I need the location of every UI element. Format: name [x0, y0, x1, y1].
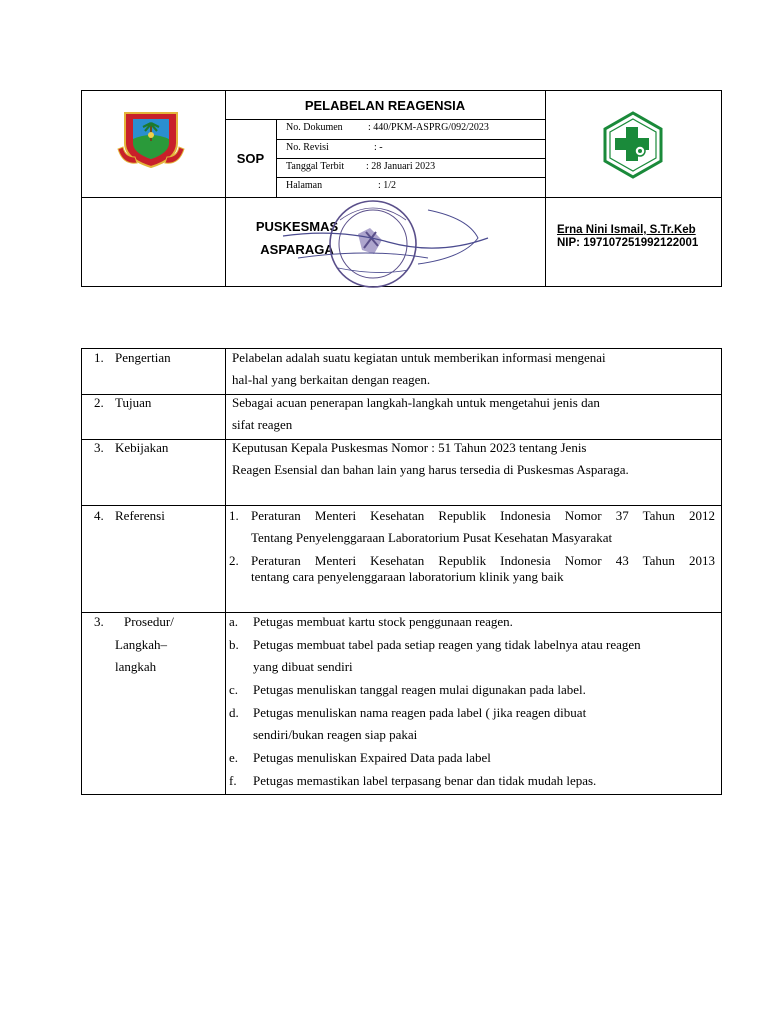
- step-text-line: Petugas membuat kartu stock penggunaan reagen.: [253, 614, 513, 629]
- referensi-marker: 2.: [229, 553, 239, 568]
- meta-value: : 1/2: [378, 180, 397, 191]
- step-marker: d.: [229, 705, 239, 720]
- step-text-line: Petugas menuliskan tanggal reagen mulai digunakan pada label.: [253, 682, 586, 697]
- meta-label: Tanggal Terbit: [286, 161, 345, 172]
- kebijakan-text-line: Keputusan Kepala Puskesmas Nomor : 51 Tahun 2023 tentang Jenis: [232, 440, 587, 455]
- step-text-line: Petugas membuat tabel pada setiap reagen yang tidak labelnya atau reagen: [253, 637, 641, 652]
- step-text-line: Petugas memastikan label terpasang benar dan tidak mudah lepas.: [253, 773, 597, 788]
- row-label-referensi: Referensi: [115, 508, 165, 523]
- meta-value: : -: [374, 142, 383, 153]
- sop-header-table: [81, 90, 722, 287]
- meta-label: No. Revisi: [286, 142, 329, 153]
- meta-row-page: [286, 181, 396, 191]
- sop-label: SOP: [236, 150, 265, 166]
- row-label-pengertian: Pengertian: [115, 350, 171, 365]
- row-number: 1.: [94, 350, 104, 365]
- tujuan-text-line: Sebagai acuan penerapan langkah-langkah untuk mengetahui jenis dan: [232, 395, 600, 410]
- meta-row-revision: [286, 143, 383, 153]
- kebijakan-text-line: Reagen Esensial dan bahan lain yang harus tersedia di Puskesmas Asparaga.: [232, 462, 629, 477]
- referensi-marker: 1.: [229, 508, 239, 523]
- row-number: 4.: [94, 508, 104, 523]
- row-label-prosedur: Prosedur/: [124, 614, 174, 629]
- puskesmas-logo-icon: [599, 111, 667, 179]
- document-title: PELABELAN REAGENSIA: [304, 97, 466, 113]
- meta-row-issue-date: [286, 162, 435, 172]
- sop-content-table: [81, 348, 722, 795]
- meta-row-document-number: [286, 123, 489, 133]
- divider: [82, 612, 721, 613]
- row-number: 3.: [94, 440, 104, 455]
- row-number: 3.: [94, 614, 104, 629]
- row-label-kebijakan: Kebijakan: [115, 440, 169, 455]
- step-text-line: Petugas menuliskan Expaired Data pada label: [253, 750, 491, 765]
- step-marker: e.: [229, 750, 239, 765]
- step-text-line: sendiri/bukan reagen siap pakai: [253, 727, 418, 742]
- pengertian-text-line: hal-hal yang berkaitan dengan reagen.: [232, 372, 431, 387]
- step-marker: c.: [229, 682, 239, 697]
- divider: [276, 177, 545, 178]
- meta-label: No. Dokumen: [286, 122, 343, 133]
- divider: [276, 158, 545, 159]
- divider: [545, 91, 546, 286]
- tujuan-text-line: sifat reagen: [232, 417, 293, 432]
- row-label-prosedur: langkah: [115, 659, 157, 674]
- pengertian-text-line: Pelabelan adalah suatu kegiatan untuk memberikan informasi mengenai: [232, 350, 606, 365]
- regency-emblem-icon: [115, 109, 187, 171]
- signer-nip: NIP: 197107251992122001: [557, 237, 699, 249]
- organization-name-line1: PUSKESMAS: [255, 219, 339, 234]
- meta-label: Halaman: [286, 180, 323, 191]
- meta-value: : 440/PKM-ASPRG/092/2023: [368, 122, 489, 133]
- row-label-prosedur: Langkah–: [115, 637, 167, 652]
- referensi-item-line: tentang cara penyelenggaraan laboratorium klinik yang baik: [251, 569, 564, 584]
- step-marker: a.: [229, 614, 239, 629]
- referensi-item-line: Peraturan Menteri Kesehatan Republik Indonesia Nomor 37 Tahun 2012: [251, 508, 715, 523]
- divider: [276, 139, 545, 140]
- divider: [225, 349, 226, 794]
- signer-name: Erna Nini Ismail, S.Tr.Keb: [557, 224, 696, 236]
- meta-value: : 28 Januari 2023: [366, 161, 436, 172]
- referensi-item-line: Peraturan Menteri Kesehatan Republik Indonesia Nomor 43 Tahun 2013: [251, 553, 715, 568]
- step-marker: b.: [229, 637, 239, 652]
- row-label-tujuan: Tujuan: [115, 395, 152, 410]
- step-text-line: Petugas menuliskan nama reagen pada label ( jika reagen dibuat: [253, 705, 587, 720]
- organization-name-line2: ASPARAGA: [260, 242, 334, 257]
- official-stamp-icon: [278, 198, 503, 288]
- step-marker: f.: [229, 773, 237, 788]
- referensi-item-line: Tentang Penyelenggaraan Laboratorium Pusat Kesehatan Masyarakat: [251, 530, 613, 545]
- step-text-line: yang dibuat sendiri: [253, 659, 353, 674]
- row-number: 2.: [94, 395, 104, 410]
- divider: [82, 505, 721, 506]
